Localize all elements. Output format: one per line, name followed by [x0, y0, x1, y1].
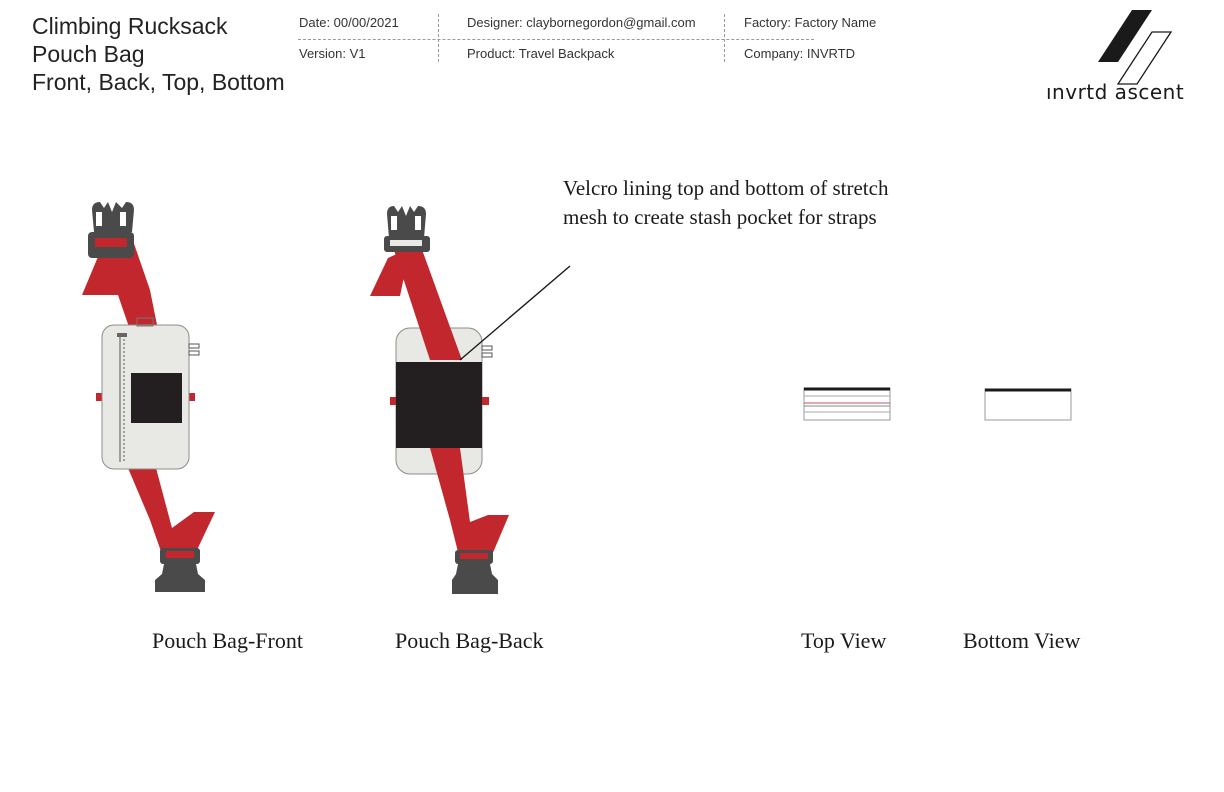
back-top-buckle: [384, 206, 430, 252]
callout-leader-line: [460, 266, 570, 360]
pouch-back-view: [370, 206, 509, 594]
meta-designer: Designer: claybornegordon@gmail.com: [467, 15, 696, 30]
front-side-clip: [189, 344, 199, 355]
meta-version: Version: V1: [299, 46, 366, 61]
meta-factory: Factory: Factory Name: [744, 15, 877, 30]
velcro-callout: Velcro lining top and bottom of stretch mesh to create stash pocket for straps: [563, 176, 889, 229]
front-velcro-patch: [131, 373, 182, 423]
pouch-front-view: [82, 202, 215, 592]
front-bottom-buckle: [155, 548, 205, 592]
logo-text: ınvrtd ascent: [1046, 80, 1185, 104]
back-stretch-mesh: [396, 362, 482, 448]
meta-company: Company: INVRTD: [744, 46, 856, 61]
front-lower-strap: [128, 468, 215, 560]
caption-front: Pouch Bag-Front: [152, 628, 303, 653]
meta-date: Date: 00/00/2021: [299, 15, 399, 30]
top-view-drawing: [804, 388, 890, 420]
back-bottom-buckle: [452, 550, 498, 594]
front-top-buckle: [88, 202, 134, 258]
caption-bottom: Bottom View: [963, 628, 1081, 653]
title-line-3: Front, Back, Top, Bottom: [32, 69, 285, 95]
meta-product: Product: Travel Backpack: [467, 46, 615, 61]
caption-back: Pouch Bag-Back: [395, 628, 544, 653]
title-line-1: Climbing Rucksack: [32, 13, 228, 39]
caption-top: Top View: [801, 628, 887, 653]
title-line-2: Pouch Bag: [32, 41, 145, 67]
back-side-clip: [482, 346, 492, 357]
bottom-view-drawing: [985, 389, 1071, 420]
